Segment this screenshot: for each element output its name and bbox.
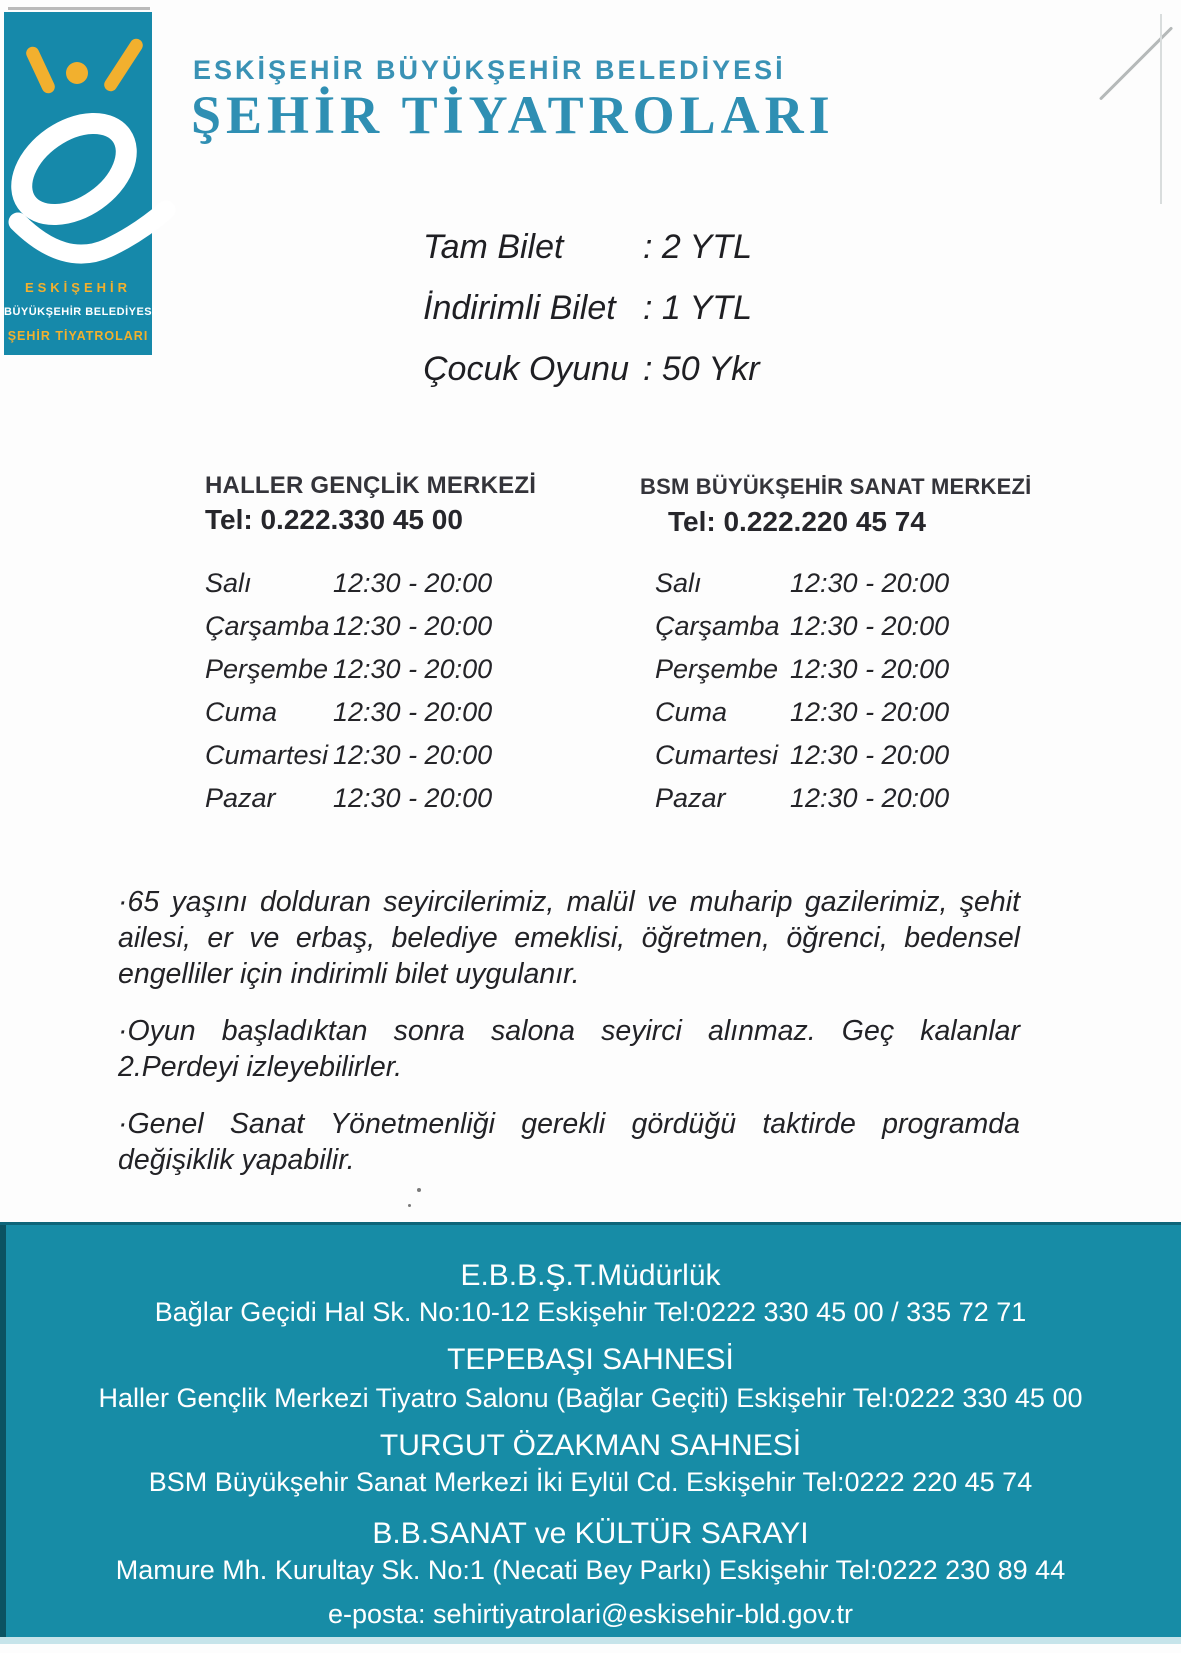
schedule-day: Salı [205, 568, 252, 598]
scan-artifact-diagonal-line [1099, 26, 1173, 100]
venue-name: HALLER GENÇLİK MERKEZİ [205, 472, 537, 499]
note-late-admission: ·Oyun başladıktan sonra salona seyirci alınmaz. Geç kalanlar 2.Perdeyi izleyebilirler. [118, 1015, 1020, 1083]
schedule-hours: 12:30 - 20:00 [790, 697, 950, 727]
schedule-day: Pazar [205, 783, 276, 813]
schedule-day: Çarşamba [205, 611, 330, 641]
page-title: ŞEHİR TİYATROLARI [191, 85, 835, 145]
schedule-day: Cuma [655, 697, 728, 727]
venue-name: BSM BÜYÜKŞEHİR SANAT MERKEZİ [640, 474, 1032, 499]
footer-entry-address: BSM Büyükşehir Sanat Merkezi İki Eylül Cd. Eskişehir Tel:0222 220 45 74 [148, 1467, 1033, 1497]
schedule-hours: 12:30 - 20:00 [333, 783, 493, 813]
schedule-hours: 12:30 - 20:00 [333, 697, 493, 727]
price-label-full: Tam Bilet [423, 228, 564, 266]
schedule-hours: 12:30 - 20:00 [333, 568, 493, 598]
logo-theatres-name: ŞEHİR TİYATROLARI [7, 329, 149, 343]
schedule-hours: 12:30 - 20:00 [790, 740, 950, 770]
schedule-day: Cuma [205, 697, 278, 727]
scan-artifact-vertical-line [1160, 14, 1162, 204]
venue-phone: Tel: 0.222.220 45 74 [668, 506, 926, 537]
venue-phone: Tel: 0.222.330 45 00 [205, 504, 463, 535]
schedule-hours: 12:30 - 20:00 [790, 611, 950, 641]
schedule-hours: 12:30 - 20:00 [790, 654, 950, 684]
schedule-day: Perşembe [205, 654, 329, 684]
note-discount-eligibility: ·65 yaşını dolduran seyircilerimiz, malül ve muharip gazilerimiz, şehit ailesi, er ve erbaş, belediye emeklisi, öğretmen, öğrenci, bedensel engelliler için indirimli bilet uygulanır. [118, 886, 1020, 990]
footer-entry-title: E.B.B.Ş.T.Müdürlük [460, 1259, 721, 1292]
org-name: ESKİŞEHİR BÜYÜKŞEHİR BELEDİYESİ [193, 55, 786, 85]
schedule-day: Çarşamba [655, 611, 780, 641]
page-bottom-strip [0, 1637, 1181, 1644]
price-value-discount: : 1 YTL [643, 289, 752, 327]
price-label-children: Çocuk Oyunu [423, 350, 629, 388]
price-label-discount: İndirimli Bilet [423, 289, 616, 327]
footer-entry-address: Bağlar Geçidi Hal Sk. No:10-12 Eskişehir Tel:0222 330 45 00 / 335 72 71 [154, 1297, 1027, 1327]
note-program-changes: ·Genel Sanat Yönetmenliği gerekli gördüğü taktirde programda değişiklik yapabilir. [118, 1108, 1020, 1176]
schedule-hours: 12:30 - 20:00 [790, 568, 950, 598]
footer-entry-title: TEPEBAŞI SAHNESİ [447, 1343, 734, 1376]
schedule-day: Cumartesi [655, 740, 779, 770]
schedule-day: Salı [655, 568, 702, 598]
scan-artifact-top-line [8, 7, 150, 10]
schedule-day: Pazar [655, 783, 726, 813]
municipality-logo [4, 12, 156, 355]
price-value-full: : 2 YTL [643, 228, 752, 266]
footer-contact-band [0, 1222, 1181, 1637]
schedule-hours: 12:30 - 20:00 [333, 654, 493, 684]
notes-section [118, 884, 1020, 1199]
footer-email: e-posta: sehirtiyatrolari@eskisehir-bld.gov.tr [327, 1599, 854, 1629]
footer-entry-address: Mamure Mh. Kurultay Sk. No:1 (Necati Bey Parkı) Eskişehir Tel:0222 230 89 44 [115, 1555, 1066, 1585]
footer-entry-address: Haller Gençlik Merkezi Tiyatro Salonu (Bağlar Geçiti) Eskişehir Tel:0222 330 45 00 [98, 1383, 1083, 1413]
logo-municipality-name: BÜYÜKŞEHİR BELEDİYESİ [4, 306, 156, 318]
logo-city-name: ESKİŞEHİR [24, 280, 132, 295]
schedule-hours: 12:30 - 20:00 [333, 740, 493, 770]
scan-artifact-speck [408, 1204, 411, 1207]
figure-head-dot-icon [66, 62, 88, 84]
schedule-day: Perşembe [655, 654, 779, 684]
schedule-hours: 12:30 - 20:00 [333, 611, 493, 641]
price-value-children: : 50 Ykr [643, 350, 760, 388]
footer-entry-title: TURGUT ÖZAKMAN SAHNESİ [379, 1429, 802, 1462]
schedule-day: Cumartesi [205, 740, 329, 770]
schedule-hours: 12:30 - 20:00 [790, 783, 950, 813]
footer-entry-title: B.B.SANAT ve KÜLTÜR SARAYI [372, 1517, 809, 1550]
brush-e-icon [0, 84, 172, 289]
